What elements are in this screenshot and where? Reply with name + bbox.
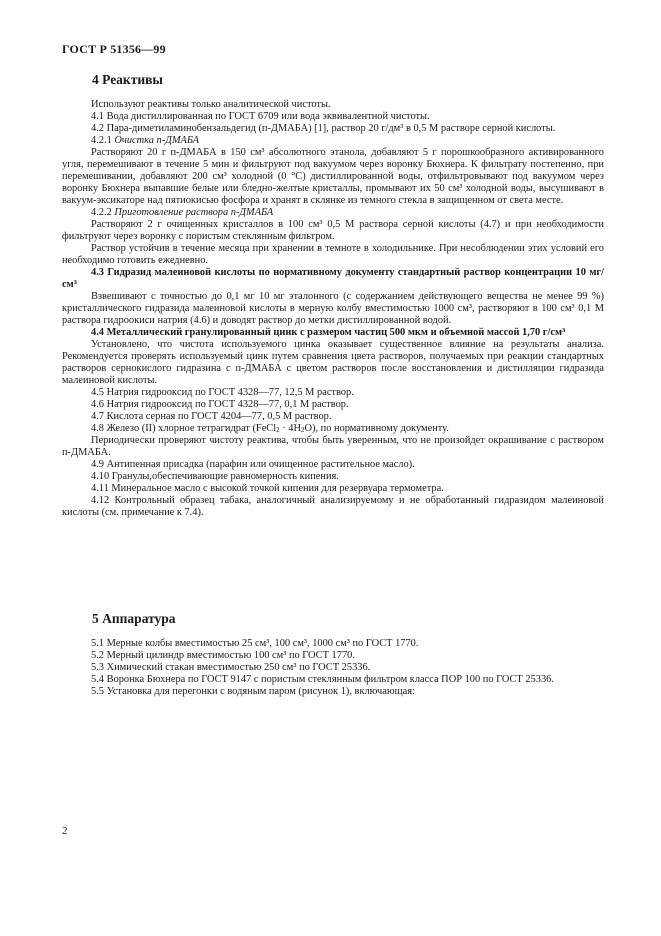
paragraph: Растворяют 20 г п-ДМАБА в 150 см³ абсолютного этанола, добавляют 5 г порошкообразного активированного угля, перемешивают в течение 5 мин и фильтруют под вакуумом через воронку Бюхнера. К фильтрату постепенно, при перемешивании, добавляют 200 см³ холодной (0 °С) дистиллированной воды, отфильтровывают под вакуумом через воронку Бюхнера выпавшие белые или бледно-желтые кристаллы, промывают их 50 см³ холодной воды, высушивают в вакуум-эксикаторе над пятиокисью фосфора и хранят в склянке из темного стекла в защищенном от света месте. xyxy=(62,147,604,206)
subsection-title xyxy=(62,135,604,147)
subsection-number: 4.2.1 xyxy=(91,135,112,146)
paragraph: Используют реактивы только аналитической чистоты. xyxy=(91,99,331,110)
bold-paragraph: 4.3 Гидразид малеиновой кислоты по нормативному документу стандартный раствор концентрации 10 мг/см³ xyxy=(62,267,604,290)
paragraph: 4.12 Контрольный образец табака, аналогичный анализируемому и не обработанный гидразидом малеиновой кислоты (см. примечание к 7.4). xyxy=(62,495,604,518)
paragraph: 4.6 Натрия гидроокcид по ГОСТ 4328—77, 0,1 М раствор. xyxy=(91,399,349,410)
paragraph: Установлено, что чистота используемого цинка оказывает существенное влияние на результаты анализа. Рекомендуется проверять используемый цинк путем сравнения цвета растворов, получаемых при реакции стандартных растворов сернокислого гидразина с п-ДМАБА с цветом растворов после восстановления и дистилляции гидразида малеиновой кислоты. xyxy=(62,339,604,386)
paragraph: Раствор устойчив в течение месяца при хранении в темноте в холодильнике. При несоблюдении этих условий его необходимо готовить ежедневно. xyxy=(62,243,604,266)
text-part: O), по нормативному документу. xyxy=(304,423,449,434)
paragraph: 5.1 Мерные колбы вместимостью 25 см³, 100 см³, 1000 см³ по ГОСТ 1770. xyxy=(91,638,419,649)
subsection-number: 4.2.2 xyxy=(91,207,112,218)
paragraph: 4.5 Натрия гидроокcид по ГОСТ 4328—77, 12,5 М раствор. xyxy=(91,387,354,398)
paragraph: 4.11 Минеральное масло с высокой точкой кипения для резервуара термометра. xyxy=(91,483,444,494)
section-5-body xyxy=(62,638,604,698)
section-4-heading: 4 Реактивы xyxy=(92,72,163,87)
subsection-title-text: Приготовление раствора п-ДМАБА xyxy=(114,207,274,218)
paragraph: 4.9 Антипенная присадка (парафин или очищенное растительное масло). xyxy=(91,459,415,470)
paragraph: 4.10 Гранулы,обеспечивающие равномерность кипения. xyxy=(91,471,339,482)
section-4-body xyxy=(62,99,604,519)
paragraph-formula xyxy=(62,423,604,435)
text-part: · 4H xyxy=(279,423,301,434)
paragraph: 4.2 Пара-диметиламинобензальдегид (п-ДМАБА) [1], раствор 20 г/дм³ в 0,5 М растворе серной кислоты. xyxy=(91,123,556,134)
paragraph: 4.7 Кислота серная по ГОСТ 4204—77, 0,5 М раствор. xyxy=(91,411,332,422)
paragraph: 5.4 Воронка Бюхнера по ГОСТ 9147 с пористым стеклянным фильтром класса ПОР 100 по ГОСТ 25336. xyxy=(91,674,554,685)
document-code: ГОСТ Р 51356—99 xyxy=(62,42,166,56)
subsection-title xyxy=(62,207,604,219)
paragraph: 5.3 Химический стакан вместимостью 250 см³ по ГОСТ 25336. xyxy=(91,662,371,673)
subscript: 2 xyxy=(300,426,305,434)
paragraph: 5.5 Установка для перегонки с водяным паром (рисунок 1), включающая: xyxy=(91,686,415,697)
text-part: 4.8 Железо (II) хлорное тетрагидрат (FeCl xyxy=(91,423,277,434)
subsection-title-text: Очистка п-ДМАБА xyxy=(114,135,200,146)
page-number: 2 xyxy=(62,825,68,837)
subscript: 2 xyxy=(276,426,280,434)
bold-paragraph: 4.4 Металлический гранулированный цинк с размером частиц 500 мкм и объемной массой 1,70 г/см³ xyxy=(91,327,566,338)
section-5-heading: 5 Аппаратура xyxy=(92,611,176,626)
paragraph: Взвешивают с точностью до 0,1 мг 10 мг эталонного (с содержанием действующего вещества не менее 99 %) кристаллического гидразида малеиновой кислоты в мерную колбу вместимостью 1000 см³, растворяют в 100 см³ 0,1 М раствора гидроокиси натрия (4.6) и доводят раствор до метки дистиллированной водой. xyxy=(62,291,604,326)
paragraph: Растворяют 2 г очищенных кристаллов в 100 см³ 0,5 М раствора серной кислоты (4.7) и при необходимости фильтруют через воронку с пористым стеклянным фильтром. xyxy=(62,219,604,242)
paragraph: 5.2 Мерный цилиндр вместимостью 100 см³ по ГОСТ 1770. xyxy=(91,650,355,661)
paragraph: 4.1 Вода дистиллированная по ГОСТ 6709 или вода эквивалентной чистоты. xyxy=(91,111,430,122)
paragraph: Периодически проверяют чистоту реактива, чтобы быть уверенным, что не произойдет окрашивание с раствором п-ДМАБА. xyxy=(62,435,604,458)
